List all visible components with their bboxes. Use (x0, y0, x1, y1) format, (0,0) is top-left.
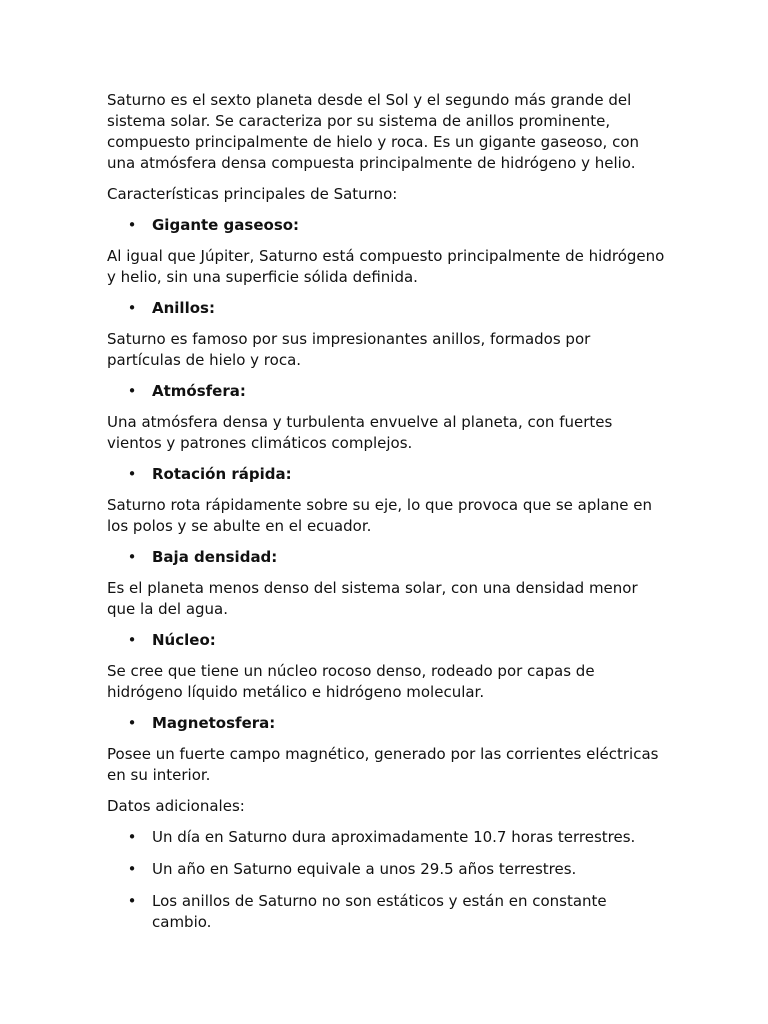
additional-fact-item (107, 859, 667, 880)
additional-fact-text: Un día en Saturno dura aproximadamente 10.7 horas terrestres. (152, 828, 636, 846)
bullet-icon (127, 630, 137, 651)
characteristic-description: Se cree que tiene un núcleo rocoso denso, rodeado por capas de hidrógeno líquido metálico e hidrógeno molecular. (107, 662, 595, 701)
characteristic-heading: Magnetosfera: (152, 714, 276, 732)
document-page (107, 90, 667, 943)
characteristic-heading-list (107, 464, 667, 485)
bullet-icon (127, 464, 137, 485)
bullet-icon (127, 859, 137, 880)
characteristic-description: Saturno es famoso por sus impresionantes anillos, formados por partículas de hielo y roca. (107, 330, 591, 369)
characteristic-heading-item (107, 713, 667, 734)
characteristic-heading-list (107, 215, 667, 236)
characteristic-heading: Núcleo: (152, 631, 216, 649)
bullet-icon (127, 381, 137, 402)
intro-paragraph: Saturno es el sexto planeta desde el Sol y el segundo más grande del sistema solar. Se caracteriza por su sistema de anillos prominente, compuesto principalmente de hielo y roca. Es un gigante gaseoso, con una atmósfera densa compuesta principalmente de hidrógeno y helio. (107, 91, 640, 172)
characteristic-heading-item (107, 464, 667, 485)
characteristic-heading-list (107, 547, 667, 568)
characteristic-description: Posee un fuerte campo magnético, generado por las corrientes eléctricas en su interior. (107, 745, 659, 784)
additional-fact-item (107, 827, 667, 848)
characteristic-heading-list (107, 298, 667, 319)
characteristic-heading-item (107, 298, 667, 319)
bullet-icon (127, 827, 137, 848)
characteristic-heading-list (107, 630, 667, 651)
characteristic-heading-list (107, 381, 667, 402)
characteristic-heading-list (107, 713, 667, 734)
characteristic-heading-item (107, 547, 667, 568)
additional-fact-item (107, 891, 667, 933)
bullet-icon (127, 547, 137, 568)
additional-title: Datos adicionales: (107, 797, 245, 815)
additional-fact-text: Los anillos de Saturno no son estáticos y están en constante cambio. (152, 892, 607, 931)
characteristic-description: Es el planeta menos denso del sistema solar, con una densidad menor que la del agua. (107, 579, 638, 618)
characteristic-heading: Gigante gaseoso: (152, 216, 300, 234)
bullet-icon (127, 713, 137, 734)
characteristics-title: Características principales de Saturno: (107, 185, 398, 203)
characteristic-heading-item (107, 381, 667, 402)
bullet-icon (127, 298, 137, 319)
characteristic-description: Una atmósfera densa y turbulenta envuelve al planeta, con fuertes vientos y patrones climáticos complejos. (107, 413, 613, 452)
bullet-icon (127, 891, 137, 912)
characteristic-heading: Rotación rápida: (152, 465, 292, 483)
additional-fact-text: Un año en Saturno equivale a unos 29.5 años terrestres. (152, 860, 577, 878)
characteristic-description: Saturno rota rápidamente sobre su eje, lo que provoca que se aplane en los polos y se abulte en el ecuador. (107, 496, 652, 535)
characteristic-heading-item (107, 630, 667, 651)
characteristic-heading: Anillos: (152, 299, 215, 317)
characteristic-heading-item (107, 215, 667, 236)
characteristic-description: Al igual que Júpiter, Saturno está compuesto principalmente de hidrógeno y helio, sin una superficie sólida definida. (107, 247, 665, 286)
bullet-icon (127, 215, 137, 236)
characteristic-heading: Atmósfera: (152, 382, 246, 400)
characteristic-heading: Baja densidad: (152, 548, 278, 566)
additional-facts-list (107, 827, 667, 933)
